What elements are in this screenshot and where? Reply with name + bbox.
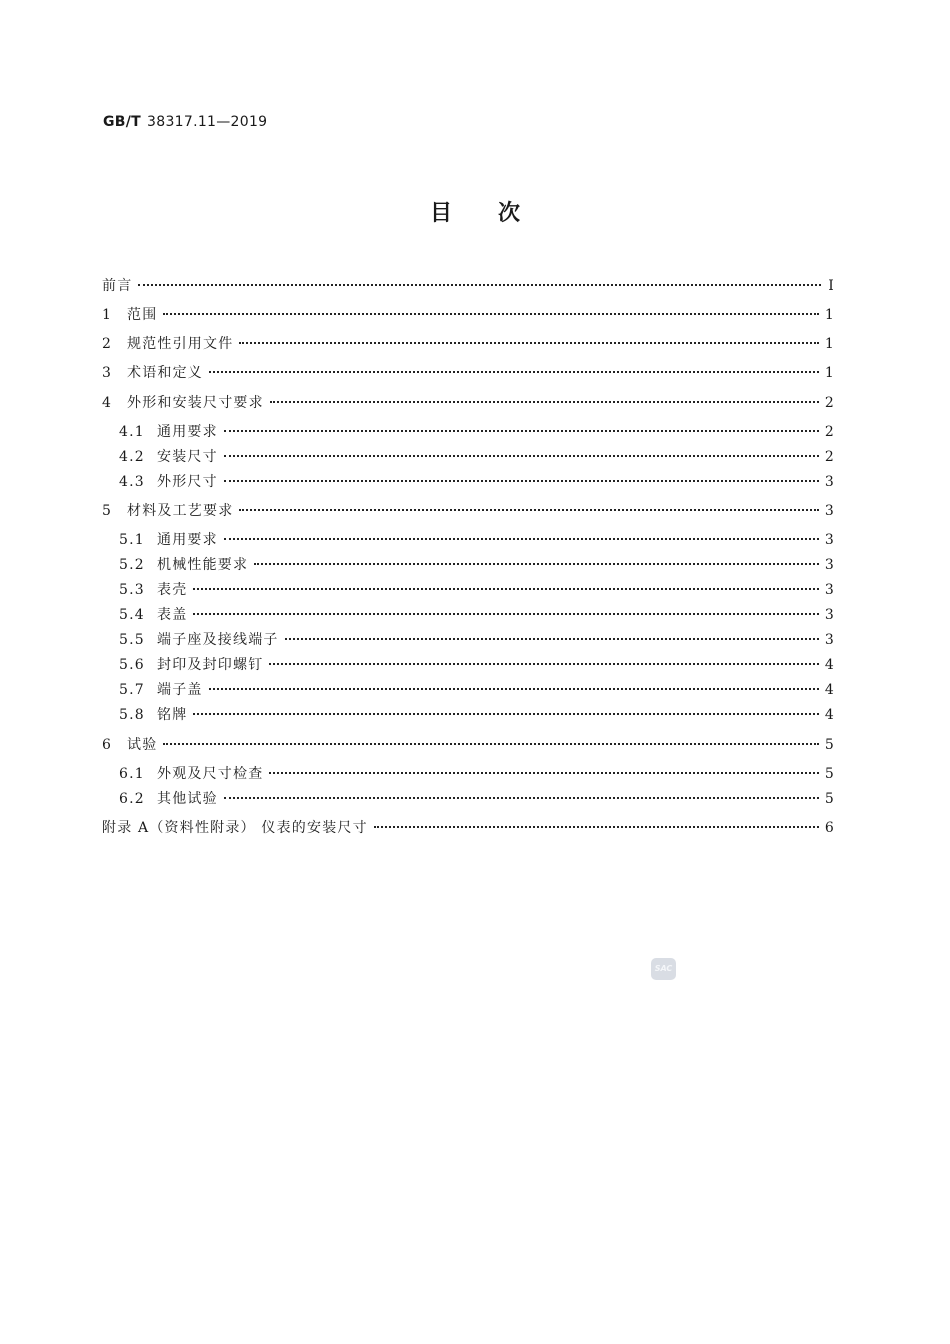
toc-page-number: 3 [824,582,835,598]
toc-dot-leader [224,797,819,799]
toc-entry-title: 端子盖 [157,682,203,698]
toc-page-number: 3 [824,632,835,648]
standard-prefix: GB/T [103,114,142,130]
toc-entry-title: 端子座及接线端子 [157,632,279,648]
toc-entry-number: 5 [102,503,113,519]
toc-entry-title: 试验 [127,737,158,753]
toc-dot-leader [239,509,818,511]
sac-logo-watermark: SAC [651,958,676,980]
toc-page-number: 2 [824,395,835,411]
toc-dot-leader [163,743,818,745]
toc-entry-title: 机械性能要求 [157,557,249,573]
toc-dot-leader [224,455,819,457]
toc-entry-number: 5.1 [119,532,145,548]
toc-entry[interactable] [102,364,835,382]
toc-page-number: 2 [824,424,835,440]
toc-dot-leader [193,588,818,590]
toc-page-number: 1 [824,307,835,323]
toc-page-number: 3 [824,474,835,490]
toc-entry[interactable] [119,681,835,699]
toc-page-number: 5 [824,766,835,782]
toc-entry-title: 外观及尺寸检查 [157,766,264,782]
toc-entry[interactable] [119,706,835,724]
toc-dot-leader [193,613,818,615]
toc-entry-title: 前言 [102,278,133,294]
toc-entry-number: 5.8 [119,707,145,723]
toc-entry-title: 通用要求 [157,424,218,440]
toc-entry-number: 6 [102,737,113,753]
toc-entry-number: 4.2 [119,449,145,465]
toc-entry[interactable] [102,306,835,324]
toc-dot-leader [209,688,819,690]
toc-entry-title: 表壳 [157,582,188,598]
toc-entry-number: 4.3 [119,474,145,490]
toc-page-number: Ⅰ [828,278,835,294]
toc-entry[interactable] [119,765,835,783]
toc-entry-number: 5.4 [119,607,145,623]
toc-entry-title: 外形和安装尺寸要求 [127,395,264,411]
toc-entry-title: 封印及封印螺钉 [157,657,264,673]
toc-entry-number: 5.5 [119,632,145,648]
toc-entry-title: 表盖 [157,607,188,623]
toc-entry[interactable] [119,556,835,574]
toc-entry[interactable] [102,394,835,412]
toc-page-number: 6 [824,820,835,836]
toc-entry-number: 3 [102,365,113,381]
page-title: 目次 [429,201,566,226]
toc-page-number: 3 [824,532,835,548]
toc-entry-number: 5.3 [119,582,145,598]
toc-page-number: 1 [824,336,835,352]
toc-page-number: 1 [824,365,835,381]
toc-dot-leader [163,313,818,315]
toc-entry-title: 通用要求 [157,532,218,548]
toc-entry[interactable] [119,606,835,624]
toc-entry-title: 材料及工艺要求 [127,503,234,519]
toc-dot-leader [224,430,819,432]
toc-entry-number: 1 [102,307,113,323]
toc-entry-title: 安装尺寸 [157,449,218,465]
toc-dot-leader [239,342,818,344]
toc-entry[interactable] [119,448,835,466]
toc-entry-number: 5.2 [119,557,145,573]
toc-entry[interactable] [102,335,835,353]
toc-entry-title: 术语和定义 [127,365,203,381]
toc-entry[interactable] [119,423,835,441]
toc-dot-leader [193,713,818,715]
toc-page-number: 4 [824,707,835,723]
toc-entry[interactable] [102,819,835,837]
toc-entry-title: 附录 A（资料性附录） 仪表的安装尺寸 [102,820,368,836]
toc-entry-title: 其他试验 [157,791,218,807]
toc-dot-leader [224,480,819,482]
toc-dot-leader [285,638,819,640]
toc-dot-leader [224,538,819,540]
toc-dot-leader [209,371,819,373]
toc-dot-leader [254,563,819,565]
toc-entry[interactable] [119,631,835,649]
toc-entry[interactable] [102,277,835,295]
toc-entry-number: 4.1 [119,424,145,440]
toc-entry[interactable] [119,581,835,599]
toc-page-number: 4 [824,682,835,698]
toc-page-number: 5 [824,791,835,807]
toc-entry-number: 5.7 [119,682,145,698]
toc-page-number: 3 [824,557,835,573]
toc-dot-leader [270,401,819,403]
toc-entry[interactable] [119,656,835,674]
toc-page-number: 3 [824,503,835,519]
toc-page-number: 5 [824,737,835,753]
toc-entry-number: 6.2 [119,791,145,807]
toc-entry[interactable] [102,502,835,520]
toc-entry-title: 范围 [127,307,158,323]
toc-entry[interactable] [119,790,835,808]
toc-page-number: 2 [824,449,835,465]
toc-page-number: 4 [824,657,835,673]
toc-entry-number: 4 [102,395,113,411]
toc-entry-number: 5.6 [119,657,145,673]
standard-number: 38317.11—2019 [147,114,268,130]
toc-page-number: 3 [824,607,835,623]
toc-entry[interactable] [119,531,835,549]
toc-entry-title: 外形尺寸 [157,474,218,490]
toc-entry-number: 2 [102,336,113,352]
toc-entry-title: 铭牌 [157,707,188,723]
toc-dot-leader [374,826,819,828]
toc-dot-leader [269,772,818,774]
toc-entry[interactable] [119,473,835,491]
toc-dot-leader [138,284,821,286]
toc-dot-leader [269,663,818,665]
toc-entry-number: 6.1 [119,766,145,782]
toc-entry-title: 规范性引用文件 [127,336,234,352]
toc-entry[interactable] [102,736,835,754]
